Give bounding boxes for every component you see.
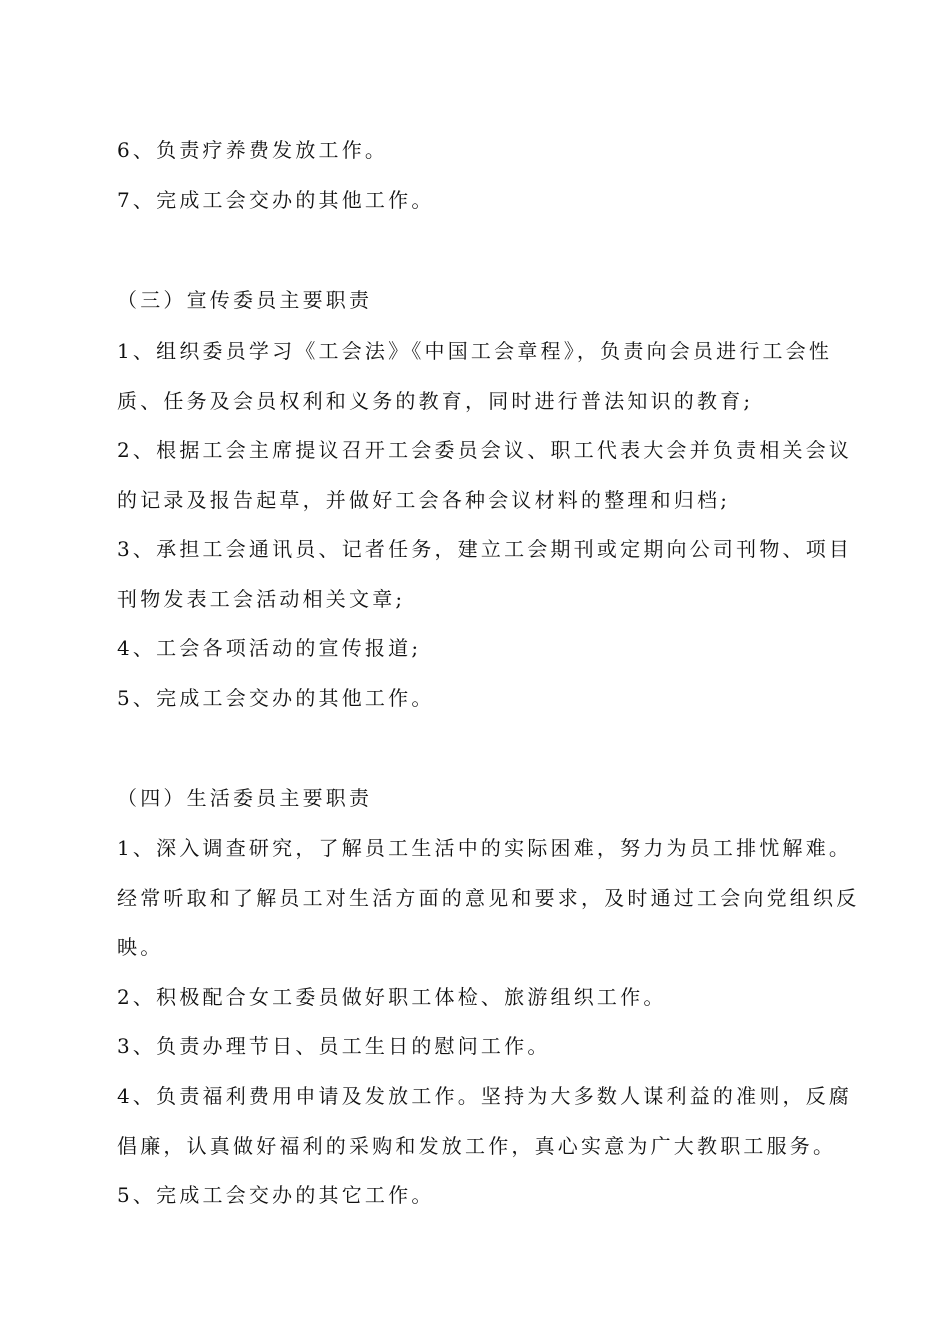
section-four-item-3: 3、负责办理节日、员工生日的慰问工作。 — [117, 1034, 551, 1058]
section-four-heading: （四）生活委员主要职责 — [117, 786, 373, 810]
section-four-item-4-line-1: 4、负责福利费用申请及发放工作。坚持为大多数人谋利益的准则，反腐 — [117, 1084, 853, 1108]
section-two-item-6: 6、负责疗养费发放工作。 — [117, 138, 389, 162]
section-three-item-4: 4、工会各项活动的宣传报道; — [117, 636, 422, 660]
section-four-item-2: 2、积极配合女工委员做好职工体检、旅游组织工作。 — [117, 985, 667, 1009]
section-three-item-2-line-2: 的记录及报告起草，并做好工会各种会议材料的整理和归档; — [117, 488, 731, 512]
section-four-item-1-line-2: 经常听取和了解员工对生活方面的意见和要求，及时通过工会向党组织反 — [117, 886, 860, 910]
section-four-item-1-line-3: 映。 — [117, 935, 164, 959]
section-three-item-1-line-2: 质、任务及会员权利和义务的教育，同时进行普法知识的教育; — [117, 389, 754, 413]
section-two-item-7: 7、完成工会交办的其他工作。 — [117, 188, 435, 212]
section-three-item-2-line-1: 2、根据工会主席提议召开工会委员会议、职工代表大会并负责相关会议 — [117, 438, 853, 462]
section-three-heading: （三）宣传委员主要职责 — [117, 288, 373, 312]
section-four-item-5: 5、完成工会交办的其它工作。 — [117, 1183, 435, 1207]
section-three-item-1-line-1: 1、组织委员学习《工会法》《中国工会章程》，负责向会员进行工会性 — [117, 339, 833, 363]
section-three-item-3-line-2: 刊物发表工会活动相关文章; — [117, 587, 406, 611]
section-four-item-1-line-1: 1、深入调查研究，了解员工生活中的实际困难，努力为员工排忧解难。 — [117, 836, 853, 860]
section-three-item-3-line-1: 3、承担工会通讯员、记者任务，建立工会期刊或定期向公司刊物、项目 — [117, 537, 853, 561]
section-three-item-5: 5、完成工会交办的其他工作。 — [117, 686, 435, 710]
section-four-item-4-line-2: 倡廉，认真做好福利的采购和发放工作，真心实意为广大教职工服务。 — [117, 1134, 837, 1158]
